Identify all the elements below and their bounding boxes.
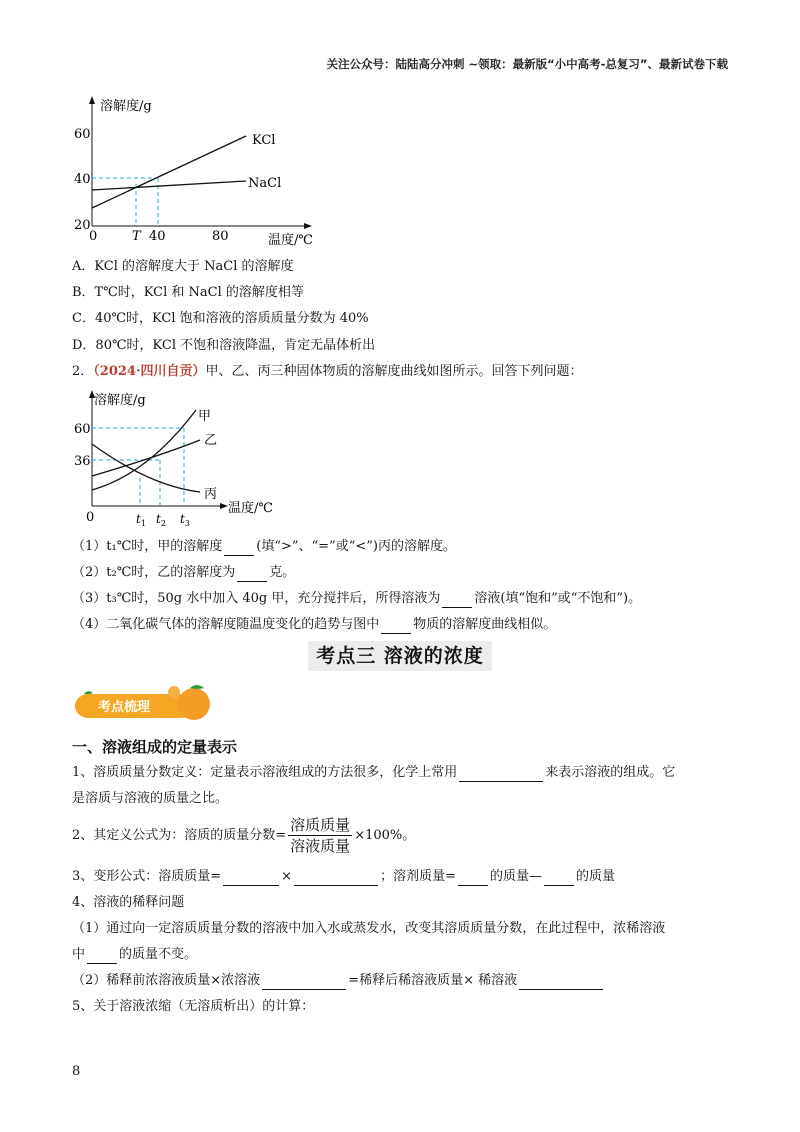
answer-blank[interactable] <box>519 975 603 990</box>
p2-b: ×100%。 <box>354 828 416 843</box>
q2-sub2 <box>72 564 295 582</box>
jia-curve <box>92 410 196 490</box>
q1-option-b: B．T℃时，KCl 和 NaCl 的溶解度相等 <box>72 285 304 300</box>
x-axis-arrow <box>304 223 312 229</box>
kcl-curve <box>92 136 246 208</box>
answer-blank[interactable] <box>87 949 117 964</box>
para-4-1: （1）通过向一定溶质质量分数的溶液中加入水或蒸发水，改变其溶质质量分数，在此过程中，浓稀溶液 <box>72 921 666 936</box>
fraction <box>288 815 352 856</box>
orange-leaf-left <box>84 691 93 694</box>
q2-stem <box>72 363 583 381</box>
x-tick-80: 80 <box>212 229 229 244</box>
para-3 <box>72 868 615 886</box>
q2-stem-text: 甲、乙、丙三种固体物质的溶解度曲线如图所示。回答下列问题： <box>205 364 583 379</box>
t2-sub: 2 <box>160 519 166 528</box>
x-axis-arrow <box>220 503 228 509</box>
orange-icon-small <box>168 686 180 698</box>
t1-letter: t <box>136 512 141 526</box>
q2-sub4-b: 物质的溶解度曲线相似。 <box>413 617 557 632</box>
q1-option-a: A．KCl 的溶解度大于 NaCl 的溶解度 <box>72 259 294 274</box>
q2-sub3-b: 溶液(填“饱和”或“不饱和”)。 <box>474 591 642 606</box>
q1-option-c: C．40℃时，KCl 饱和溶液的溶质质量分数为 40% <box>72 311 369 326</box>
y-axis-arrow <box>89 96 95 104</box>
kcl-nacl-solubility-chart <box>60 92 340 252</box>
p2-a: 2、其定义公式为：溶质的质量分数= <box>72 828 287 843</box>
y-tick-60: 60 <box>74 422 91 437</box>
kcl-label: KCl <box>252 133 276 148</box>
y-axis-label: 溶解度/g <box>100 99 152 114</box>
q2-sub1-b: (填“>”、“=”或“<”)丙的溶解度。 <box>256 539 456 554</box>
para-1-cont: 是溶质与溶液的质量之比。 <box>72 791 229 806</box>
y-tick-20: 20 <box>74 218 91 233</box>
x-axis-label: 温度/℃ <box>268 233 313 248</box>
orange-leaf-right <box>190 685 204 689</box>
fraction-numerator: 溶质质量 <box>290 816 351 834</box>
q2-sub1 <box>72 538 456 556</box>
x-tick-0: 0 <box>86 510 95 525</box>
answer-blank[interactable] <box>237 567 267 582</box>
q2-sub3-a: （3）t₃℃时，50g 水中加入 40g 甲，充分搅拌后，所得溶液为 <box>72 591 441 606</box>
x-tick-T: T <box>132 229 141 244</box>
t2-letter: t <box>156 512 161 526</box>
p4-2b: =稀释后稀溶液质量× 稀溶液 <box>348 973 518 988</box>
t3-sub: 3 <box>184 519 190 528</box>
p4-2a: （2）稀释前浓溶液质量×浓溶液 <box>72 973 261 988</box>
para-2-formula <box>72 814 415 858</box>
q2-sub2-a: （2）t₂℃时，乙的溶解度为 <box>72 565 236 580</box>
y-axis-label: 溶解度/g <box>94 393 146 408</box>
y-tick-40: 40 <box>74 172 91 187</box>
y-tick-60: 60 <box>74 127 91 142</box>
p4-1b: 中 <box>72 947 86 962</box>
section-title: 考点三 溶液的浓度 <box>308 641 492 671</box>
q2-sub4-a: （4）二氧化碳气体的溶解度随温度变化的趋势与图中 <box>72 617 380 632</box>
answer-blank[interactable] <box>459 767 543 782</box>
x-tick-t2 <box>156 512 166 528</box>
yi-label: 乙 <box>204 433 218 448</box>
x-tick-40: 40 <box>149 229 166 244</box>
para-4-1-cont <box>72 946 197 964</box>
para-5: 5、关于溶液浓缩（无溶质析出）的计算： <box>72 999 315 1014</box>
para-1 <box>72 764 675 782</box>
p3-a: 3、变形公式：溶质质量= <box>72 869 222 884</box>
bing-label: 丙 <box>204 487 218 502</box>
fraction-denominator: 溶液质量 <box>290 837 351 855</box>
badge-label: 考点梳理 <box>98 700 151 715</box>
answer-blank[interactable] <box>224 541 254 556</box>
q2-sub2-b: 克。 <box>269 565 296 580</box>
answer-blank[interactable] <box>458 871 488 886</box>
t3-letter: t <box>180 512 185 526</box>
p3-b: × <box>281 869 293 884</box>
jia-yi-bing-solubility-chart <box>60 386 320 531</box>
kaodian-badge <box>70 680 216 724</box>
x-tick-t3 <box>180 512 190 528</box>
heading-quantitative-composition: 一、溶液组成的定量表示 <box>72 738 238 756</box>
page-number: 8 <box>72 1064 81 1079</box>
nacl-label: NaCl <box>248 176 282 191</box>
q2-source: （2024·四川自贡） <box>93 364 206 379</box>
p3-c: ；溶剂质量= <box>380 869 456 884</box>
answer-blank[interactable] <box>262 975 346 990</box>
answer-blank[interactable] <box>442 593 472 608</box>
page-header: 关注公众号：陆陆高分冲刺 ~领取：最新版“小中高考-总复习”、最新试卷下载 <box>326 57 728 71</box>
p3-e: 的质量 <box>576 869 616 884</box>
q2-number: 2． <box>72 364 94 379</box>
para-4-2 <box>72 972 605 990</box>
p3-d: 的质量— <box>489 869 542 884</box>
q2-sub1-a: （1）t₁℃时，甲的溶解度 <box>72 539 223 554</box>
p4-1c: 的质量不变。 <box>119 947 198 962</box>
x-axis-label: 温度/℃ <box>228 501 273 516</box>
para-4: 4、溶液的稀释问题 <box>72 895 185 910</box>
y-tick-36: 36 <box>74 454 91 469</box>
p1-b: 来表示溶液的组成。它 <box>545 765 676 780</box>
x-tick-0: 0 <box>89 229 98 244</box>
orange-icon-right <box>178 688 210 720</box>
x-tick-t1 <box>136 512 146 528</box>
p1-a: 1、溶质质量分数定义：定量表示溶液组成的方法很多，化学上常用 <box>72 765 458 780</box>
nacl-curve <box>92 181 246 190</box>
jia-label: 甲 <box>198 409 212 424</box>
q1-option-d: D．80℃时，KCl 不饱和溶液降温，肯定无晶体析出 <box>72 338 376 353</box>
q2-sub3 <box>72 590 641 608</box>
answer-blank[interactable] <box>223 871 279 886</box>
answer-blank[interactable] <box>544 871 574 886</box>
answer-blank[interactable] <box>381 619 411 634</box>
t1-sub: 1 <box>140 519 146 528</box>
q2-sub4 <box>72 616 556 634</box>
answer-blank[interactable] <box>294 871 378 886</box>
